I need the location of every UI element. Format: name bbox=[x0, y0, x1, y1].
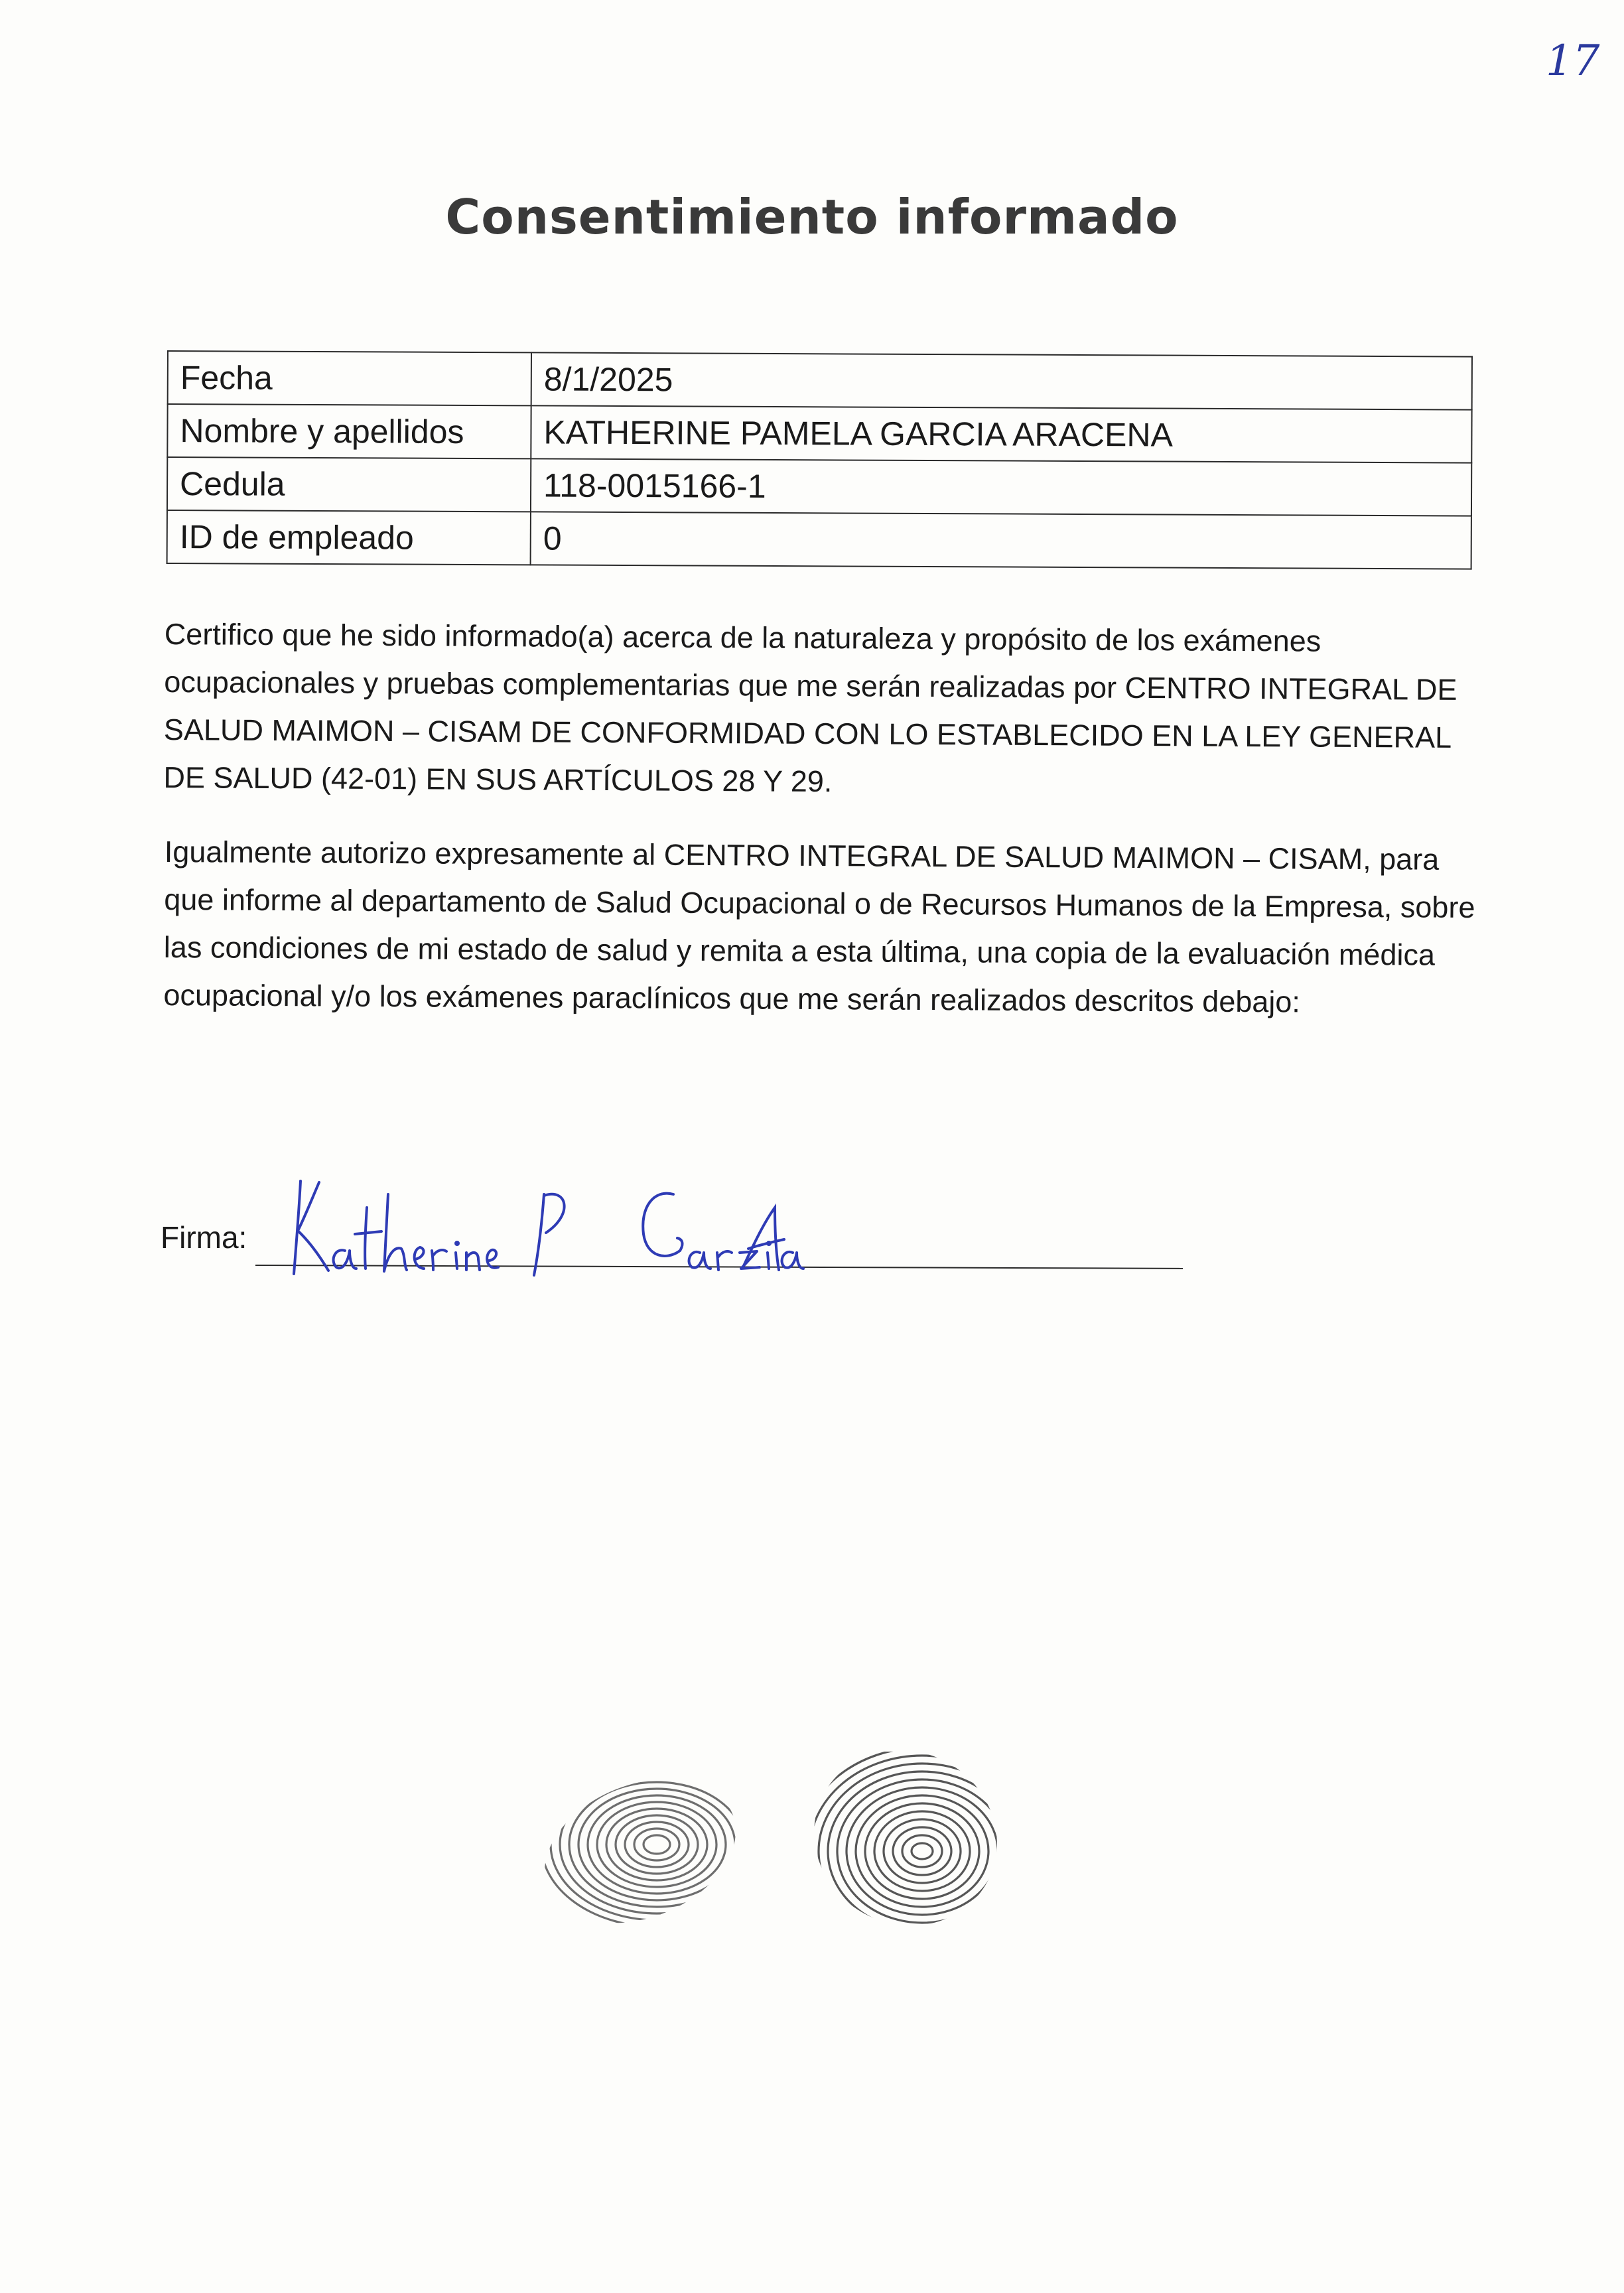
fingerprint-right-icon bbox=[800, 1752, 1035, 1955]
row-value: 8/1/2025 bbox=[531, 352, 1472, 409]
signature-initial bbox=[736, 1201, 789, 1274]
fingerprints bbox=[531, 1752, 1035, 1964]
row-value: KATHERINE PAMELA GARCIA ARACENA bbox=[531, 405, 1471, 462]
table-row bbox=[168, 351, 1472, 410]
row-label: ID de empleado bbox=[167, 510, 531, 565]
row-label: Cedula bbox=[167, 457, 531, 512]
consent-paragraph-2: Igualmente autorizo expresamente al CENTRO INTEGRAL DE SALUD MAIMON – CISAM, para que informe al departamento de Salud Ocupacional o de Recursos Humanos de la Empresa, sobre las condiciones de mi estado de salud y remita a esta última, una copia de la evaluación médica ocupacional y/o los exámenes paraclínicos que me serán realizados descritos debajo: bbox=[163, 834, 1475, 1019]
signature-label: Firma: bbox=[161, 1220, 247, 1255]
info-table bbox=[167, 350, 1473, 570]
row-value: 118-0015166-1 bbox=[531, 458, 1471, 516]
page-number: 17 bbox=[1546, 36, 1600, 86]
table-row bbox=[167, 404, 1471, 463]
row-label: Fecha bbox=[168, 351, 531, 405]
consent-paragraph-1: Certifico que he sido informado(a) acerca de la naturaleza y propósito de los exámenes ocupacionales y pruebas complementarias que me serán realizadas por CENTRO INTEGRAL DE SALUD MAIMON – CISAM DE CONFORMIDAD CON LO ESTABLECIDO EN LA LEY GENERAL DE SALUD (42-01) EN SUS ARTÍCULOS 28 Y 29. bbox=[163, 616, 1457, 799]
fingerprint-left-icon bbox=[541, 1762, 772, 1927]
document-title: Consentimiento informado bbox=[445, 189, 1179, 245]
table-row bbox=[167, 510, 1471, 569]
row-label: Nombre y apellidos bbox=[167, 404, 531, 458]
table-row bbox=[167, 457, 1471, 516]
row-value: 0 bbox=[531, 512, 1471, 569]
